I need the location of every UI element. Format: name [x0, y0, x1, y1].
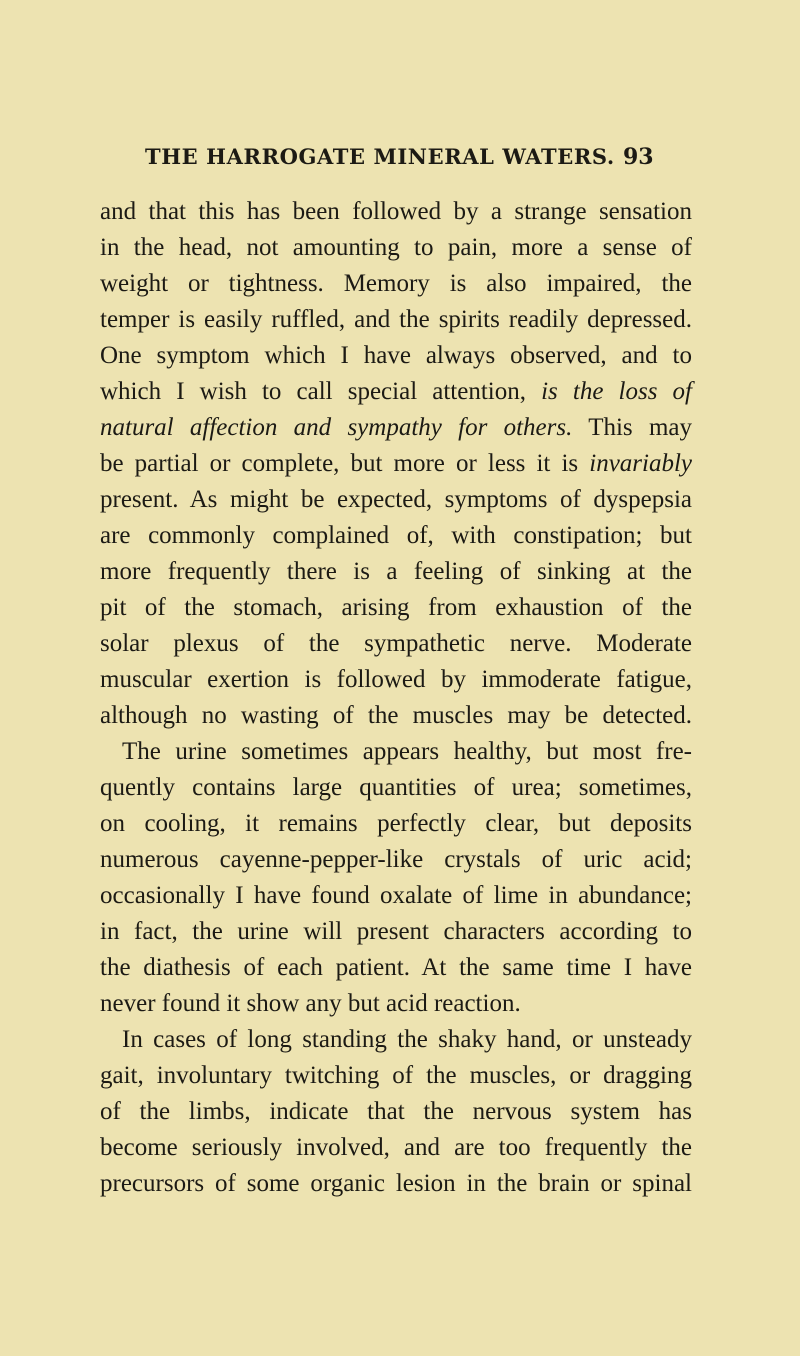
running-head	[0, 142, 800, 172]
text-line: on cooling, it remains perfectly clear, but deposits	[100, 810, 692, 837]
text-line: weight or tightness. Memory is also impaired, the	[100, 270, 692, 297]
text-line: temper is easily ruffled, and the spirits readily depressed.	[100, 306, 692, 333]
text-line: present. As might be expected, symptoms of dyspepsia	[100, 486, 692, 513]
text-line: be partial or complete, but more or less it is invariably	[100, 450, 693, 477]
text-line: One symptom which I have always observed, and to	[100, 342, 692, 369]
text-line: which I wish to call special attention, is the loss of	[100, 378, 692, 405]
page-number: 93	[623, 144, 654, 170]
text-line: never found it show any but acid reaction.	[100, 990, 521, 1017]
text-line: quently contains large quantities of urea; sometimes,	[100, 774, 692, 801]
text-line: solar plexus of the sympathetic nerve. Moderate	[100, 630, 692, 657]
text-line: gait, involuntary twitching of the muscles, or dragging	[100, 1062, 692, 1089]
italic-text: is the loss of	[541, 378, 692, 405]
text-line: precursors of some organic lesion in the brain or spinal	[100, 1170, 692, 1197]
text-line: although no wasting of the muscles may be detected.	[100, 702, 692, 729]
running-title: THE HARROGATE MINERAL WATERS.	[145, 144, 615, 169]
text-line: of the limbs, indicate that the nervous system has	[100, 1098, 692, 1125]
text-line: in fact, the urine will present characters according to	[100, 918, 692, 945]
italic-text: natural affection and sympathy for others.	[100, 414, 573, 441]
text-line: numerous cayenne-pepper-like crystals of uric acid;	[100, 846, 692, 873]
text-line: In cases of long standing the shaky hand, or unsteady	[122, 1026, 692, 1053]
italic-text: invariably	[589, 450, 693, 477]
text-line: and that this has been followed by a strange sensation	[100, 198, 692, 225]
text-line: occasionally I have found oxalate of lime in abundance;	[100, 882, 692, 909]
text-line: pit of the stomach, arising from exhaustion of the	[100, 594, 692, 621]
text-line: natural affection and sympathy for others. This may	[100, 414, 692, 441]
text-line: in the head, not amounting to pain, more a sense of	[100, 234, 692, 261]
text-line: muscular exertion is followed by immoderate fatigue,	[100, 666, 692, 693]
text-line: The urine sometimes appears healthy, but most fre-	[122, 738, 692, 765]
text-line: are commonly complained of, with constipation; but	[100, 522, 692, 549]
text-line: more frequently there is a feeling of sinking at the	[100, 558, 692, 585]
text-line: become seriously involved, and are too frequently the	[100, 1134, 692, 1161]
text-line: the diathesis of each patient. At the same time I have	[100, 954, 692, 981]
